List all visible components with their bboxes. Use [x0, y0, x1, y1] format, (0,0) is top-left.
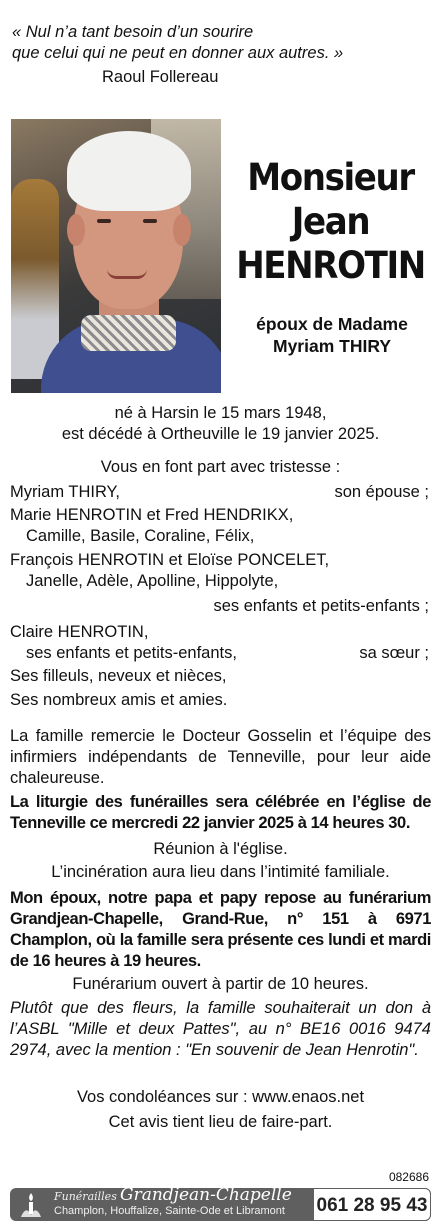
family-line-2: Marie HENROTIN et Fred HENDRIKX,	[10, 506, 294, 524]
family-line-8-left: ses enfants et petits-enfants,	[26, 644, 237, 662]
funerarium-paragraph: Mon époux, notre papa et papy repose au funérarium Grandjean-Chapelle, Grand-Rue, n° 151 à 6971 Champlon, où la famille sera présente ces lundi et mardi de 16 heures à 19 heures.	[10, 889, 431, 970]
family-line-10: Ses nombreux amis et amies.	[10, 691, 228, 709]
photo-eye-right	[143, 219, 157, 223]
family-intro: Vous en font part avec tristesse :	[100, 458, 341, 476]
photo-ear-right	[173, 214, 191, 246]
brand-locations: Champlon, Houffalize, Sainte-Ode et Libramont	[54, 1205, 285, 1217]
deceased-title: Monsieur	[247, 156, 414, 199]
deceased-last-name: HENROTIN	[236, 244, 425, 287]
family-line-5: Janelle, Adèle, Apolline, Hippolyte,	[26, 572, 279, 590]
photo-ear-left	[67, 214, 85, 246]
brand-name: Grandjean-Chapelle	[120, 1188, 292, 1205]
opening-hours-line: Funérarium ouvert à partir de 10 heures.	[72, 975, 369, 993]
candle-icon	[18, 1191, 44, 1218]
quote	[12, 22, 432, 64]
flowers-paragraph: Plutôt que des fleurs, la famille souhaiterait un don à l’ASBL "Mille et deux Pattes", au n° BE16 0016 9474 2974, avec la mention : "En souvenir de Jean Henrotin".	[10, 999, 431, 1059]
family-line-4: François HENROTIN et Eloïse PONCELET,	[10, 551, 330, 569]
photo-mouth	[107, 269, 147, 279]
spouse-info	[232, 313, 432, 357]
quote-line-2: que celui qui ne peut en donner aux autres. »	[12, 44, 344, 62]
cremation-line: L’incinération aura lieu dans l’intimité familiale.	[51, 863, 390, 881]
portrait-photo	[11, 119, 221, 393]
family-line-9: Ses filleuls, neveux et nièces,	[10, 667, 227, 685]
spouse-line-1: époux de Madame	[256, 314, 408, 334]
reunion-line: Réunion à l'église.	[153, 840, 288, 858]
quote-line-1: « Nul n’a tant besoin d’un sourire	[12, 23, 254, 41]
photo-eye-left	[97, 219, 111, 223]
deceased-name	[236, 156, 425, 288]
spouse-line-2: Myriam THIRY	[273, 336, 391, 356]
family-line-7: Claire HENROTIN,	[10, 623, 149, 641]
deceased-first-name: Jean	[291, 200, 370, 243]
family-line-3: Camille, Basile, Coraline, Félix,	[26, 527, 255, 545]
notice-line: Cet avis tient lieu de faire-part.	[108, 1113, 333, 1131]
family-line-1-left: Myriam THIRY,	[10, 483, 121, 501]
death-line: est décédé à Ortheuville le 19 janvier 2025.	[61, 425, 380, 443]
family-line-8-right: sa sœur ;	[359, 644, 429, 662]
quote-author: Raoul Follereau	[102, 68, 219, 86]
family-line-1-right: son épouse ;	[334, 483, 429, 501]
reference-number: 082686	[388, 1170, 429, 1184]
photo-background-person	[11, 179, 59, 379]
birth-line: né à Harsin le 15 mars 1948,	[114, 404, 327, 422]
condolences-line: Vos condoléances sur : www.enaos.net	[76, 1088, 365, 1106]
brand-small-text: Funérailles	[54, 1190, 117, 1203]
photo-collar	[81, 315, 176, 351]
photo-hair	[67, 131, 191, 211]
liturgy-paragraph: La liturgie des funérailles sera célébrée en l’église de Tenneville ce mercredi 22 janvier 2025 à 14 heures 30.	[10, 793, 431, 832]
funeral-home-banner	[10, 1188, 431, 1221]
phone-number[interactable]: 061 28 95 43	[313, 1188, 431, 1221]
family-line-6: ses enfants et petits-enfants ;	[213, 597, 429, 615]
thanks-paragraph: La famille remercie le Docteur Gosselin et l’équipe des infirmiers indépendants de Tenneville, pour leur aide chaleureuse.	[10, 727, 431, 787]
